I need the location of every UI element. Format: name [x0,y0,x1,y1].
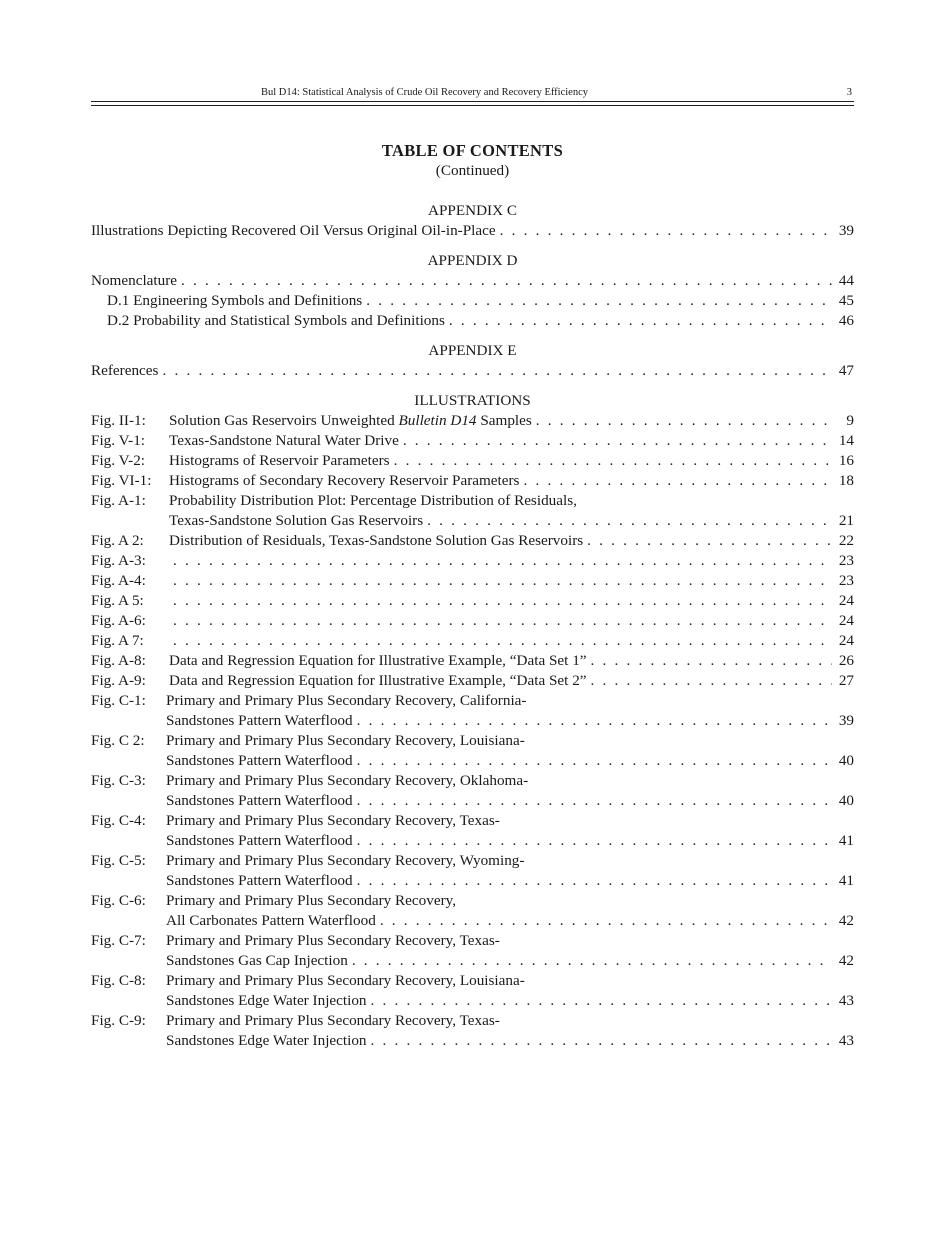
figure-label: Fig. C 2: [91,732,145,749]
toc-entry-text: Sandstones Pattern Waterflood [166,712,353,729]
toc-entry-text: Primary and Primary Plus Secondary Recovery, Texas- [166,932,500,949]
toc-entry[interactable] [91,811,854,831]
dot-leader [403,431,832,451]
toc-entry-text: Sandstones Pattern Waterflood [166,872,353,889]
toc-entry-page: 24 [838,612,854,629]
toc-entry[interactable] [91,471,854,491]
figure-label: Fig. C-9: [91,1012,146,1029]
toc-entry-page: 39 [838,222,854,239]
dot-leader [173,591,832,611]
toc-entry[interactable] [91,591,854,611]
toc-entry-page: 24 [838,632,854,649]
toc-entry-text: All Carbonates Pattern Waterflood [166,912,376,929]
figure-label: Fig. C-3: [91,772,146,789]
toc-entry[interactable] [91,691,854,711]
toc-entry-text: Primary and Primary Plus Secondary Recovery, Texas- [166,812,500,829]
toc-entry-page: 40 [838,792,854,809]
toc-entry-page: 18 [838,472,854,489]
dot-leader [357,831,832,851]
dot-leader [591,651,832,671]
toc-entry[interactable] [91,631,854,651]
toc-entry[interactable] [91,291,854,311]
dot-leader [500,221,832,241]
toc-entry[interactable] [91,221,854,241]
toc-entry-text: D.1 Engineering Symbols and Definitions [107,292,363,309]
toc-entry-page: 24 [838,592,854,609]
toc-entry-page: 26 [838,652,854,669]
toc-entry-page: 41 [838,872,854,889]
figure-label: Fig. A-1: [91,492,146,509]
toc-entry[interactable] [91,431,854,451]
toc-entry[interactable] [91,361,854,381]
toc-entry[interactable] [91,891,854,911]
toc-entry-text: Sandstones Gas Cap Injection [166,952,348,969]
toc-entry[interactable] [91,671,854,691]
dot-leader [352,951,832,971]
toc-entry[interactable] [91,271,854,291]
figure-label: Fig. II-1: [91,412,146,429]
toc-entry-text: Texas-Sandstone Solution Gas Reservoirs [169,512,424,529]
figure-label: Fig. C-8: [91,972,146,989]
figure-label: Fig. A-4: [91,572,146,589]
dot-leader [371,1031,832,1051]
figure-label: Fig. C-4: [91,812,146,829]
toc-entry-continuation[interactable] [91,991,854,1011]
toc-entry-page: 47 [838,362,854,379]
toc-entry-page: 46 [838,312,854,329]
dot-leader [523,471,832,491]
toc-entry-text: Sandstones Pattern Waterflood [166,832,353,849]
toc-entry-text: Primary and Primary Plus Secondary Recovery, Louisiana- [166,732,525,749]
toc-entry-continuation[interactable] [91,951,854,971]
toc-entry-continuation[interactable] [91,711,854,731]
dot-leader [173,551,832,571]
toc-entry[interactable] [91,1011,854,1031]
toc-entry-text: Data and Regression Equation for Illustrative Example, “Data Set 1” [169,652,587,669]
toc-entry-continuation[interactable] [91,751,854,771]
dot-leader [357,751,832,771]
dot-leader [591,671,832,691]
toc-entry-page: 22 [838,532,854,549]
toc-entry-page: 23 [838,552,854,569]
figure-label: Fig. A 5: [91,592,144,609]
figure-label: Fig. A-9: [91,672,146,689]
page-number: 3 [846,87,852,98]
figure-label: Fig. VI-1: [91,472,152,489]
toc-entry[interactable] [91,311,854,331]
toc-entry-text: Histograms of Secondary Recovery Reservoir Parameters [169,472,520,489]
dot-leader [173,571,832,591]
toc-entry-text: References [91,362,159,379]
toc-entry-page: 16 [838,452,854,469]
toc-entry-text: Texas-Sandstone Natural Water Drive [169,432,399,449]
toc-entry[interactable] [91,771,854,791]
toc-entry-text: Primary and Primary Plus Secondary Recovery, Texas- [166,1012,500,1029]
toc-entry[interactable] [91,931,854,951]
dot-leader [173,631,832,651]
illustrations-heading: ILLUSTRATIONS [414,392,531,409]
toc-entry-text: D.2 Probability and Statistical Symbols and Definitions [107,312,445,329]
toc-entry[interactable] [91,531,854,551]
dot-leader [427,511,832,531]
dot-leader [380,911,832,931]
toc-entry-text: Sandstones Edge Water Injection [166,1032,367,1049]
running-header [91,86,854,106]
toc-entry-text: Data and Regression Equation for Illustrative Example, “Data Set 2” [169,672,587,689]
figure-label: Fig. A-3: [91,552,146,569]
figure-label: Fig. A 2: [91,532,144,549]
toc-entry-page: 45 [838,292,854,309]
toc-entry-continuation[interactable] [91,871,854,891]
toc-entry-page: 42 [838,912,854,929]
figure-label: Fig. C-5: [91,852,146,869]
toc-entry-page: 23 [838,572,854,589]
toc-entry-page: 14 [838,432,854,449]
figure-label: Fig. C-7: [91,932,146,949]
dot-leader [173,611,832,631]
dot-leader [162,361,832,381]
figure-label: Fig. V-1: [91,432,146,449]
dot-leader [394,451,832,471]
toc-entry-page: 40 [838,752,854,769]
dot-leader [357,871,832,891]
toc-entry-page: 42 [838,952,854,969]
toc-entry-text: Sandstones Pattern Waterflood [166,792,353,809]
toc-entry[interactable] [91,451,854,471]
appendix-d-heading: APPENDIX D [427,252,518,269]
toc-entry-page: 27 [838,672,854,689]
toc-entry-text: Primary and Primary Plus Secondary Recovery, Oklahoma- [166,772,529,789]
table-of-contents [91,141,854,1051]
toc-entry-text: Sandstones Pattern Waterflood [166,752,353,769]
toc-entry-text: Solution Gas Reservoirs Unweighted Bulletin D14 Samples [169,412,532,429]
header-rule-thin [91,105,854,106]
toc-subtitle: (Continued) [435,162,510,179]
toc-entry[interactable] [91,551,854,571]
toc-entry-page: 43 [838,1032,854,1049]
toc-entry-continuation[interactable] [91,791,854,811]
toc-entry[interactable] [91,851,854,871]
toc-entry-text: Histograms of Reservoir Parameters [169,452,390,469]
figure-label: Fig. A-6: [91,612,146,629]
appendix-e-heading: APPENDIX E [428,342,517,359]
figure-label: Fig. C-1: [91,692,146,709]
toc-entry-text: Primary and Primary Plus Secondary Recovery, Louisiana- [166,972,525,989]
toc-entry[interactable] [91,971,854,991]
dot-leader [536,411,832,431]
toc-entry-text: Sandstones Edge Water Injection [166,992,367,1009]
toc-entry-text: Distribution of Residuals, Texas-Sandstone Solution Gas Reservoirs [169,532,584,549]
toc-entry-page: 44 [838,272,854,289]
toc-entry[interactable] [91,651,854,671]
toc-entry-continuation[interactable] [91,511,854,531]
dot-leader [366,291,832,311]
toc-entry-text: Primary and Primary Plus Secondary Recovery, California- [166,692,527,709]
dot-leader [357,711,832,731]
toc-entry-continuation[interactable] [91,831,854,851]
dot-leader [371,991,832,1011]
toc-entry-continuation[interactable] [91,1031,854,1051]
toc-entry-text: Primary and Primary Plus Secondary Recovery, [166,892,457,909]
toc-entry-continuation[interactable] [91,911,854,931]
dot-leader [181,271,832,291]
toc-entry-text: Primary and Primary Plus Secondary Recovery, Wyoming- [166,852,525,869]
toc-entry-page: 21 [838,512,854,529]
toc-entry-text: Nomenclature [91,272,178,289]
toc-entry[interactable] [91,731,854,751]
figure-label: Fig. C-6: [91,892,146,909]
toc-entry-page: 39 [838,712,854,729]
toc-entry[interactable] [91,611,854,631]
toc-entry[interactable] [91,571,854,591]
toc-entry-text: Probability Distribution Plot: Percentage Distribution of Residuals, [169,492,577,509]
figure-label: Fig. A-8: [91,652,146,669]
toc-entry-text: Illustrations Depicting Recovered Oil Versus Original Oil-in-Place [91,222,496,239]
appendix-c-heading: APPENDIX C [427,202,518,219]
dot-leader [357,791,832,811]
toc-entry-page: 43 [838,992,854,1009]
figure-label: Fig. V-2: [91,452,146,469]
toc-title: TABLE OF CONTENTS [381,141,564,160]
toc-entry[interactable] [91,411,854,431]
header-rule-thick [91,101,854,102]
dot-leader [587,531,832,551]
figure-label: Fig. A 7: [91,632,144,649]
dot-leader [449,311,832,331]
toc-entry-page: 9 [846,412,854,429]
toc-entry-page: 41 [838,832,854,849]
toc-entry[interactable] [91,491,854,511]
running-title: Bul D14: Statistical Analysis of Crude Oil Recovery and Recovery Efficiency [261,87,588,98]
